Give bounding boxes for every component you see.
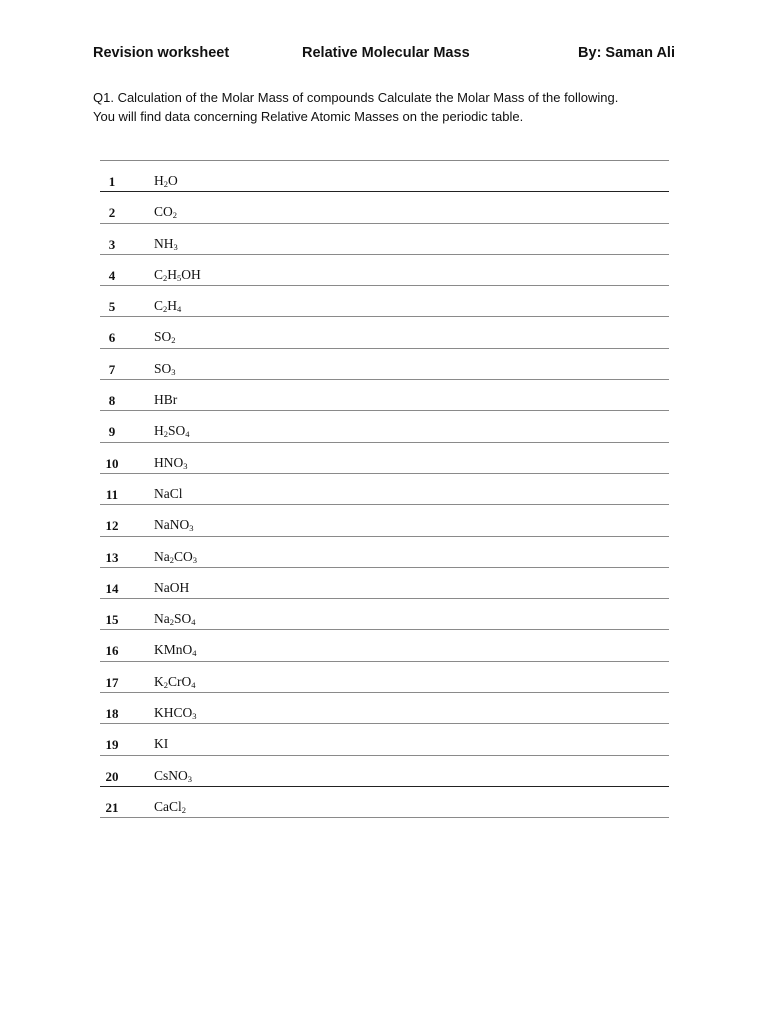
formula-symbol: H [167,298,178,314]
table-row [100,787,669,818]
table-row [100,724,669,755]
table-row [100,568,669,599]
formula-symbol: C [154,266,164,282]
formula-symbol: OH [181,266,201,282]
table-row [100,349,669,380]
table-row [100,161,669,192]
formula-symbol: SO [168,423,186,439]
row-number: 6 [108,330,116,346]
formula-subscript: 2 [163,429,168,440]
row-number: 17 [105,674,119,690]
table-row [100,630,669,661]
formula-symbol: NaNO [154,517,190,533]
compound-formula [154,736,168,752]
formula-subscript: 4 [192,648,197,659]
row-number: 10 [105,455,119,471]
row-number: 19 [105,737,119,753]
table-row [100,662,669,693]
table-row [100,693,669,724]
formula-subscript: 2 [163,679,168,690]
formula-subscript: 5 [177,272,182,283]
formula-subscript: 3 [173,241,178,252]
table-row [100,537,669,568]
formula-symbol: SO [174,611,192,627]
formula-symbol: CsNO [154,767,188,783]
formula-symbol: SO [154,329,172,345]
compound-formula [154,517,194,533]
formula-subscript: 3 [189,523,194,534]
formula-symbol: KI [154,736,169,752]
formula-symbol: CO [174,548,193,564]
table-row [100,599,669,630]
formula-subscript: 3 [171,366,176,377]
compound-formula [154,611,196,627]
row-number: 5 [108,299,116,315]
compound-formula [154,423,190,439]
row-number: 20 [105,768,119,784]
formula-subscript: 2 [171,335,176,346]
compound-formula [154,580,189,596]
instruction-line-2: You will find data concerning Relative Atomic Masses on the periodic table. [93,109,524,124]
instruction-line-1: Q1. Calculation of the Molar Mass of compounds Calculate the Molar Mass of the following. [93,90,619,105]
table-row [100,443,669,474]
formula-symbol: Na [154,548,170,564]
formula-subscript: 4 [191,679,196,690]
compound-formula [154,298,181,314]
row-number: 15 [105,612,119,628]
formula-symbol: KHCO [154,705,193,721]
row-number: 8 [108,393,116,409]
compound-formula [154,486,183,502]
formula-subscript: 2 [169,554,174,565]
formula-symbol: SO [154,360,172,376]
formula-subscript: 4 [185,429,190,440]
formula-subscript: 2 [172,210,178,221]
compound-formula [154,799,186,815]
formula-symbol: O [168,173,178,188]
row-number: 16 [105,643,119,659]
formula-symbol: NaOH [154,579,190,595]
table-row [100,505,669,536]
compound-table [100,160,669,818]
author-label: By: Saman Ali [578,45,675,61]
compound-formula [154,642,197,658]
formula-symbol: HNO [154,454,184,470]
compound-formula [154,768,192,784]
formula-symbol: NH [154,235,174,251]
table-row [100,255,669,286]
table-row [100,474,669,505]
formula-symbol: Na [154,611,170,627]
compound-formula [154,392,177,408]
page-header [93,45,675,65]
row-number: 13 [105,549,119,565]
row-number: 18 [105,706,119,722]
row-number: 12 [105,518,119,534]
compound-formula [154,329,176,345]
formula-subscript: 4 [177,304,182,315]
formula-symbol: NaCl [154,485,183,501]
formula-symbol: KMnO [154,642,193,658]
compound-formula [154,173,178,189]
compound-formula [154,267,201,283]
row-number: 7 [108,361,116,377]
formula-symbol: CO [154,204,173,220]
table-row [100,411,669,442]
formula-symbol: H [167,266,178,282]
formula-symbol: HBr [154,392,178,408]
formula-subscript: 2 [169,617,174,628]
compound-formula [154,549,197,565]
formula-symbol: CrO [168,673,192,689]
row-number: 4 [108,267,116,283]
table-row [100,317,669,348]
formula-symbol: H [154,423,164,439]
question-instructions [93,88,693,126]
formula-symbol: C [154,298,164,314]
topic-title: Relative Molecular Mass [302,45,470,61]
compound-formula [154,236,178,252]
formula-subscript: 3 [192,711,197,722]
formula-subscript: 3 [187,773,193,784]
table-row [100,380,669,411]
formula-subscript: 3 [183,460,188,471]
row-number: 14 [105,580,119,596]
formula-subscript: 4 [191,617,196,628]
row-number: 2 [108,205,116,221]
row-number: 1 [108,174,116,189]
formula-subscript: 2 [163,179,168,189]
row-number: 11 [105,486,119,502]
row-number: 9 [108,424,116,440]
formula-symbol: CaCl [154,798,182,814]
compound-formula [154,674,196,690]
table-row [100,192,669,223]
formula-symbol: K [154,673,164,689]
formula-subscript: 2 [163,304,168,315]
compound-formula [154,705,197,721]
table-row [100,224,669,255]
formula-symbol: H [154,173,164,188]
formula-subscript: 2 [163,272,168,283]
row-number: 21 [105,799,119,815]
worksheet-title: Revision worksheet [93,45,230,61]
table-row [100,286,669,317]
compound-formula [154,361,176,377]
formula-subscript: 2 [181,804,187,815]
compound-formula [154,455,188,471]
row-number: 3 [108,236,116,252]
table-row [100,756,669,787]
formula-subscript: 3 [192,554,198,565]
compound-formula [154,204,177,220]
